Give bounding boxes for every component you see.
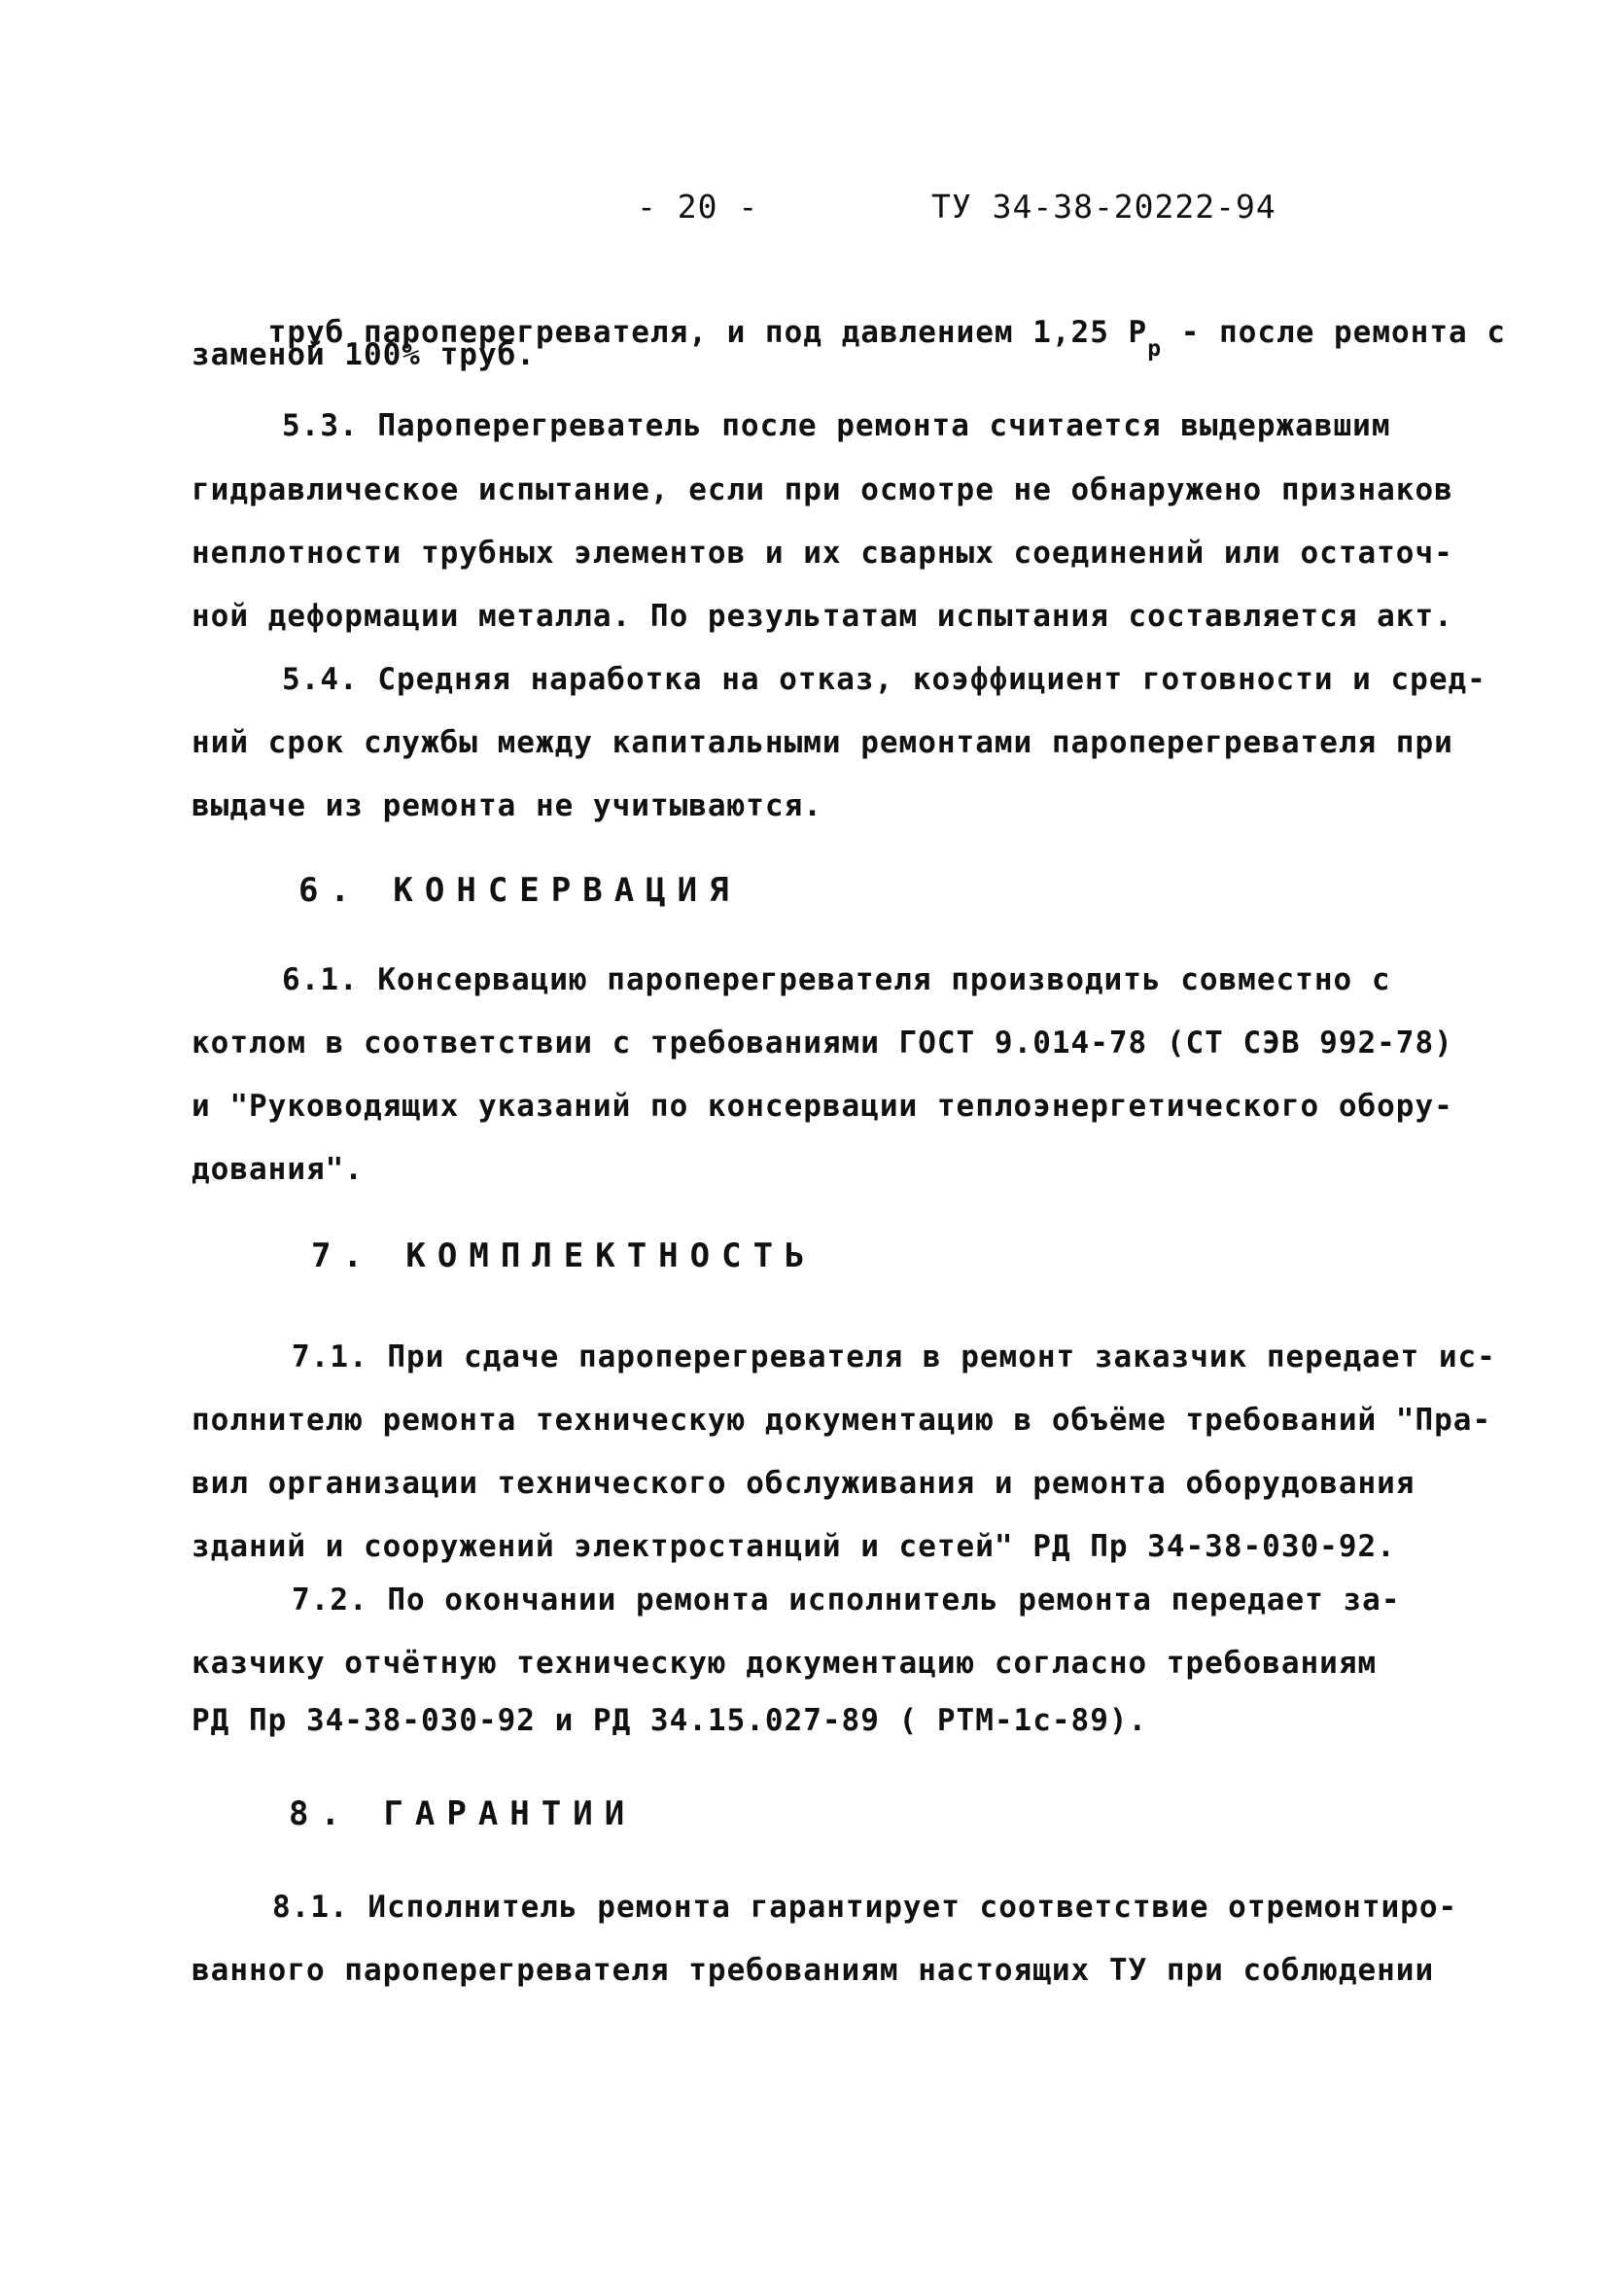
paragraph-5-3-line-4: ной деформации металла. По результатам испытания составляется акт. [192, 599, 1453, 634]
paragraph-6-1-line-4: дования". [192, 1152, 364, 1187]
paragraph-7-1-line-1: 7.1. При сдаче пароперегревателя в ремонт заказчик передает ис- [292, 1339, 1496, 1374]
paragraph-5-4-line-3: выдаче из ремонта не учитываются. [192, 788, 822, 823]
paragraph-5-2-line-1 [192, 274, 1506, 394]
paragraph-6-1-line-1: 6.1. Консервацию пароперегревателя производить совместно с [282, 962, 1391, 997]
section-7-heading: 7. КОМПЛЕКТНОСТЬ [311, 1236, 817, 1275]
paragraph-5-2-text-end: - после ремонта с [1162, 315, 1506, 350]
page-number: - 20 - [637, 188, 759, 226]
paragraph-7-1-line-2: полнителю ремонта техническую документацию в объёме требований "Пра- [192, 1403, 1492, 1438]
paragraph-7-1-line-3: вил организации технического обслуживания и ремонта оборудования [192, 1466, 1416, 1501]
section-8-heading: 8. ГАРАНТИИ [289, 1794, 637, 1833]
paragraph-7-2-line-1: 7.2. По окончании ремонта исполнитель ремонта передает за- [292, 1583, 1401, 1618]
paragraph-7-2-line-3: РД Пр 34-38-030-92 и РД 34.15.027-89 ( РТМ-1с-89). [192, 1703, 1148, 1738]
section-6-heading: 6. КОНСЕРВАЦИЯ [298, 871, 741, 910]
paragraph-6-1-line-3: и "Руководящих указаний по консервации теплоэнергетического обору- [192, 1089, 1453, 1124]
paragraph-8-1-line-2: ванного пароперегревателя требованиям настоящих ТУ при соблюдении [192, 1953, 1435, 1988]
paragraph-5-2-text: труб пароперегревателя, и под давлением 1,25 P [267, 315, 1148, 350]
document-code: ТУ 34-38-20222-94 [931, 188, 1276, 226]
paragraph-6-1-line-2: котлом в соответствии с требованиями ГОСТ 9.014-78 (СТ СЭВ 992-78) [192, 1026, 1453, 1061]
paragraph-5-4-line-1: 5.4. Средняя наработка на отказ, коэффициент готовности и сред- [282, 662, 1486, 697]
paragraph-7-2-line-2: казчику отчётную техническую документацию согласно требованиям [192, 1646, 1378, 1681]
paragraph-5-2-line-2: заменой 100% труб. [192, 337, 536, 372]
paragraph-5-3-line-1: 5.3. Пароперегреватель после ремонта считается выдержавшим [282, 408, 1391, 443]
pressure-subscript: p [1147, 336, 1163, 362]
paragraph-8-1-line-1: 8.1. Исполнитель ремонта гарантирует соответствие отремонтиро- [272, 1890, 1458, 1925]
paragraph-5-3-line-3: неплотности трубных элементов и их сварных соединений или остаточ- [192, 536, 1453, 571]
paragraph-5-4-line-2: ний срок службы между капитальными ремонтами пароперегревателя при [192, 725, 1453, 760]
paragraph-5-3-line-2: гидравлическое испытание, если при осмотре не обнаружено признаков [192, 472, 1453, 507]
paragraph-7-1-line-4: зданий и сооружений электростанций и сетей" РД Пр 34-38-030-92. [192, 1529, 1396, 1564]
